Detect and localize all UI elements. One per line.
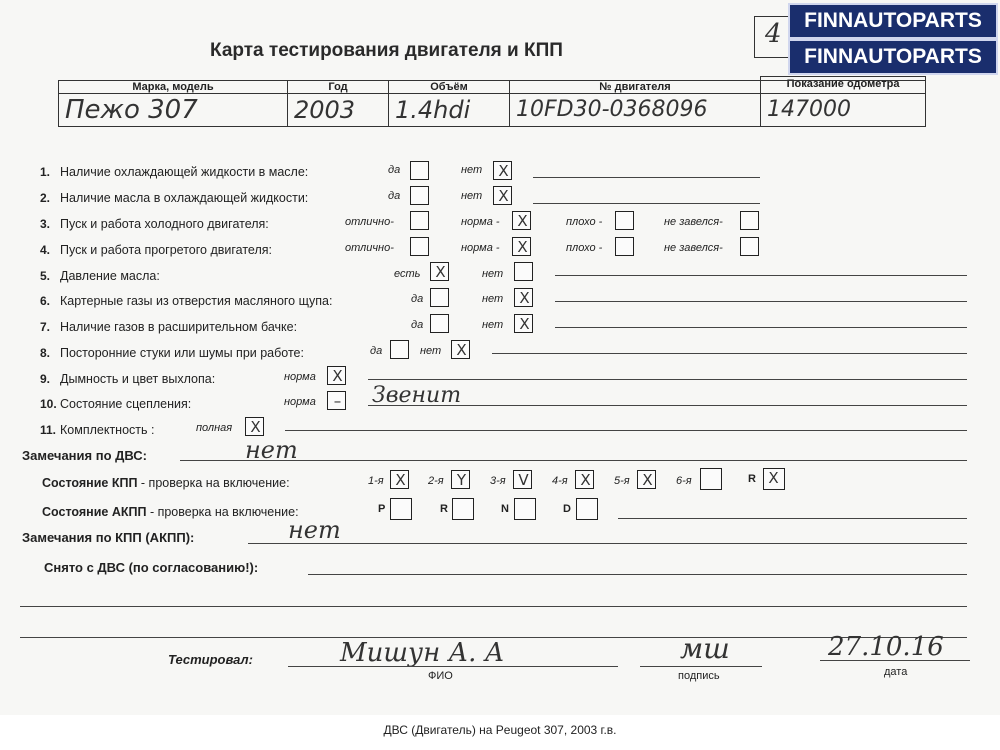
value-year: 2003	[288, 94, 389, 127]
option-label: да	[411, 293, 424, 305]
checkbox[interactable]	[493, 186, 512, 205]
checkbox[interactable]	[451, 340, 470, 359]
check-mark: X	[519, 315, 530, 333]
check-mark: X	[519, 289, 530, 307]
option-label: полная	[196, 422, 233, 434]
check-mark	[431, 315, 450, 334]
manual-gearbox-label	[42, 476, 290, 490]
page-title: Карта тестирования двигателя и КПП	[210, 40, 563, 61]
tested-by-label: Тестировал:	[168, 652, 253, 667]
engine-remarks-label: Замечания по ДВС:	[22, 448, 147, 463]
check-mark: X	[498, 162, 509, 180]
option-label: отлично-	[345, 242, 394, 254]
check-mark: X	[456, 341, 467, 359]
col-header-engine-no: № двигателя	[510, 81, 761, 94]
checkbox[interactable]	[514, 262, 533, 281]
item-label: Дымность и цвет выхлопа:	[60, 372, 216, 386]
checkbox[interactable]	[410, 237, 429, 256]
check-mark	[741, 238, 760, 257]
check-mark: –	[333, 392, 342, 410]
option-label: да	[411, 319, 424, 331]
answer-line	[368, 405, 967, 406]
checkbox[interactable]	[430, 314, 449, 333]
item-number: 2.	[40, 191, 51, 205]
gear-checkbox[interactable]	[763, 468, 785, 490]
checkbox[interactable]	[390, 340, 409, 359]
checkbox[interactable]	[740, 211, 759, 230]
checkbox[interactable]	[615, 211, 634, 230]
checkbox[interactable]	[740, 237, 759, 256]
position-checkbox[interactable]	[452, 498, 474, 520]
check-mark: X	[498, 187, 509, 205]
item-number: 10.	[40, 397, 57, 411]
answer-line	[285, 430, 967, 431]
date-label: дата	[884, 666, 908, 678]
signature-label: подпись	[678, 670, 720, 682]
checkbox[interactable]	[410, 186, 429, 205]
gear-checkbox[interactable]	[637, 470, 656, 489]
manual-gearbox-label-rest: - проверка на включение:	[137, 476, 290, 490]
answer-line	[492, 353, 967, 354]
col-header-volume: Объём	[389, 81, 510, 94]
auto-gearbox-label-bold: Состояние АКПП	[42, 505, 147, 519]
checkbox[interactable]	[327, 391, 346, 410]
item-label: Наличие масла в охлаждающей жидкости:	[60, 191, 309, 205]
clutch-note: Звенит	[372, 383, 462, 408]
item-number: 6.	[40, 294, 51, 308]
answer-line	[248, 543, 967, 544]
col-header-make: Марка, модель	[59, 81, 288, 94]
check-mark: X	[642, 471, 653, 489]
option-label: да	[388, 190, 401, 202]
answer-line	[368, 379, 967, 380]
option-label: норма -	[461, 242, 500, 254]
item-label: Комплектность :	[60, 423, 155, 437]
option-label: нет	[482, 319, 504, 331]
position-label: D	[563, 503, 571, 515]
auto-gearbox-label	[42, 505, 299, 519]
stamp-mark: 4	[765, 19, 782, 49]
option-label: нет	[461, 190, 483, 202]
check-mark	[741, 212, 760, 231]
check-mark: V	[518, 471, 529, 489]
value-engine-no: 10FD30-0368096	[510, 94, 761, 127]
checkbox[interactable]	[410, 161, 429, 180]
option-label: нет	[420, 345, 442, 357]
gear-checkbox[interactable]	[390, 470, 409, 489]
check-mark	[701, 469, 720, 488]
check-mark: X	[250, 418, 261, 436]
item-number: 1.	[40, 165, 51, 179]
option-label: не завелся-	[664, 216, 723, 228]
gear-label: 6-я	[676, 475, 692, 487]
logo-line-2: FINNAUTOPARTS	[788, 39, 998, 75]
item-number: 9.	[40, 372, 51, 386]
check-mark	[616, 212, 635, 231]
answer-line	[20, 606, 967, 607]
gear-checkbox[interactable]	[513, 470, 532, 489]
answer-line	[555, 301, 967, 302]
check-mark: X	[517, 212, 528, 230]
position-checkbox[interactable]	[390, 498, 412, 520]
answer-line	[180, 460, 967, 461]
col-header-odometer-cell	[761, 81, 926, 94]
option-label: норма	[284, 371, 316, 383]
answer-line	[555, 275, 967, 276]
gear-label: 3-я	[490, 475, 506, 487]
check-mark: X	[580, 471, 591, 489]
answer-line	[555, 327, 967, 328]
checkbox[interactable]	[493, 161, 512, 180]
option-label: нет	[482, 268, 504, 280]
item-label: Давление масла:	[60, 269, 160, 283]
answer-line	[533, 203, 760, 204]
item-label: Состояние сцепления:	[60, 397, 192, 411]
col-header-year: Год	[288, 81, 389, 94]
option-label: не завелся-	[664, 242, 723, 254]
item-label: Пуск и работа холодного двигателя:	[60, 217, 269, 231]
check-mark: X	[517, 238, 528, 256]
option-label: отлично-	[345, 216, 394, 228]
value-volume: 1.4hdi	[389, 94, 510, 127]
gear-label: 4-я	[552, 475, 568, 487]
answer-line	[533, 177, 760, 178]
item-number: 11.	[40, 423, 57, 437]
auto-gearbox-label-rest: - проверка на включение:	[146, 505, 299, 519]
option-label: да	[388, 164, 401, 176]
position-label: P	[378, 503, 386, 515]
gear-label: 1-я	[368, 475, 384, 487]
answer-line	[308, 574, 967, 575]
item-label: Пуск и работа прогретого двигателя:	[60, 243, 272, 257]
option-label: есть	[394, 268, 421, 280]
site-logo	[780, 0, 1000, 78]
answer-line	[618, 518, 967, 519]
odometer-header: Показание одометра	[760, 76, 926, 91]
checkbox[interactable]	[512, 211, 531, 230]
value-make: Пежо 307	[59, 94, 288, 127]
gear-label: 2-я	[428, 475, 444, 487]
check-mark	[431, 289, 450, 308]
checkbox[interactable]	[514, 314, 533, 333]
position-checkbox[interactable]	[576, 498, 598, 520]
item-number: 8.	[40, 346, 51, 360]
position-label: R	[440, 503, 448, 515]
option-label: норма	[284, 396, 316, 408]
tester-name: Мишун А. А	[340, 638, 505, 668]
item-label: Наличие газов в расширительном бачке:	[60, 320, 298, 334]
gear-label: R	[748, 473, 756, 485]
checkbox[interactable]	[615, 237, 634, 256]
engine-remarks-value: нет	[245, 436, 298, 464]
check-mark: X	[768, 469, 779, 487]
check-mark: X	[395, 471, 406, 489]
check-mark	[515, 263, 534, 282]
checkbox[interactable]	[430, 288, 449, 307]
signature-line	[640, 666, 762, 667]
vehicle-info-table	[58, 80, 926, 127]
option-label: нет	[482, 293, 504, 305]
check-mark: X	[435, 263, 446, 281]
checkbox[interactable]	[410, 211, 429, 230]
check-mark	[411, 162, 430, 181]
checkbox[interactable]	[512, 237, 531, 256]
date-line	[820, 660, 970, 661]
item-label: Картерные газы из отверстия масляного щупа:	[60, 294, 333, 308]
option-label: плохо -	[566, 216, 603, 228]
position-checkbox[interactable]	[514, 498, 536, 520]
gearbox-remarks-value: нет	[288, 516, 341, 544]
option-label: нет	[461, 164, 483, 176]
value-odometer: 147000	[761, 94, 926, 127]
check-mark	[411, 187, 430, 206]
item-number: 5.	[40, 269, 51, 283]
check-mark	[411, 212, 430, 231]
checkbox[interactable]	[430, 262, 449, 281]
gear-checkbox[interactable]	[700, 468, 722, 490]
gear-checkbox[interactable]	[575, 470, 594, 489]
option-label: плохо -	[566, 242, 603, 254]
gear-label: 5-я	[614, 475, 630, 487]
position-label: N	[501, 503, 509, 515]
check-mark	[411, 238, 430, 257]
option-label: да	[370, 345, 383, 357]
name-line	[288, 666, 618, 667]
checkbox[interactable]	[245, 417, 264, 436]
check-mark: Y	[456, 471, 467, 489]
signature: мш	[680, 632, 730, 665]
checkbox[interactable]	[327, 366, 346, 385]
checkbox[interactable]	[514, 288, 533, 307]
check-mark	[616, 238, 635, 257]
item-number: 3.	[40, 217, 51, 231]
test-date: 27.10.16	[828, 632, 944, 662]
logo-line-1: FINNAUTOPARTS	[788, 3, 998, 39]
image-caption: ДВС (Двигатель) на Peugeot 307, 2003 г.в.	[383, 723, 617, 737]
check-mark	[391, 341, 410, 360]
fio-label: ФИО	[428, 670, 453, 682]
item-label: Наличие охлаждающей жидкости в масле:	[60, 165, 309, 179]
removed-parts-label: Снято с ДВС (по согласованию!):	[44, 560, 259, 575]
manual-gearbox-label-bold: Состояние КПП	[42, 476, 138, 490]
gear-checkbox[interactable]	[451, 470, 470, 489]
option-label: норма -	[461, 216, 500, 228]
item-number: 4.	[40, 243, 51, 257]
gearbox-remarks-label: Замечания по КПП (АКПП):	[22, 530, 195, 545]
item-number: 7.	[40, 320, 51, 334]
check-mark: X	[332, 367, 343, 385]
item-label: Посторонние стуки или шумы при работе:	[60, 346, 304, 360]
